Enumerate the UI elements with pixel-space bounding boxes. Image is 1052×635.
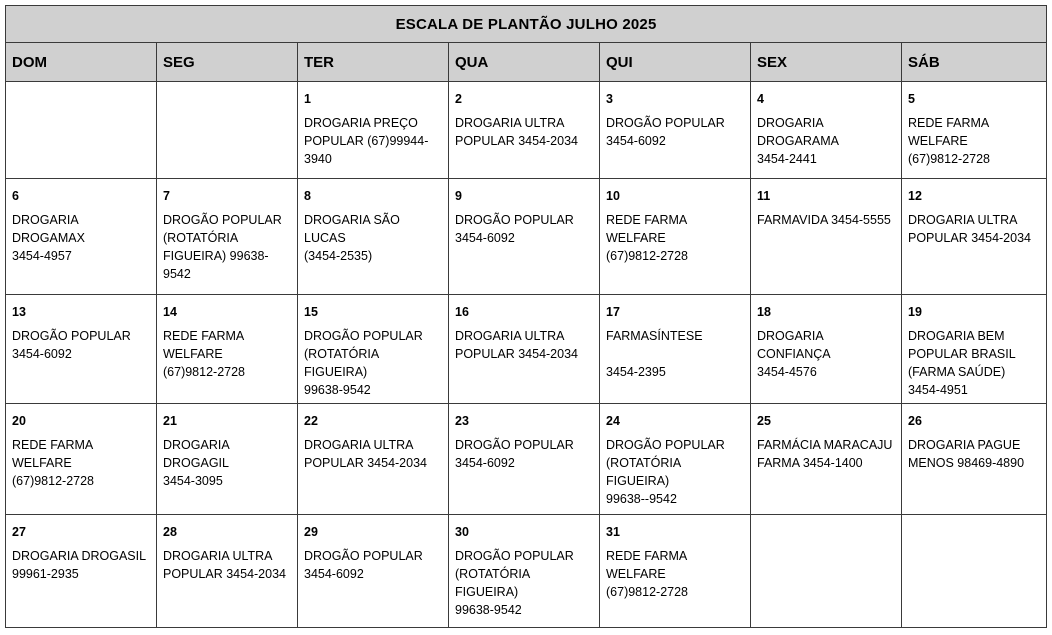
- day-cell: [298, 404, 449, 515]
- day-number: 19: [908, 305, 922, 319]
- day-cell: [157, 404, 298, 515]
- day-number: 29: [304, 525, 318, 539]
- day-cell: [298, 515, 449, 628]
- pharmacy-on-duty: DROGARIA ULTRA POPULAR 3454-2034: [455, 116, 578, 148]
- weekday-header-wed: QUA: [449, 43, 600, 82]
- day-cell: [298, 82, 449, 179]
- day-cell: [600, 82, 751, 179]
- pharmacy-on-duty: DROGÃO POPULAR 3454-6092: [12, 329, 131, 361]
- day-number: 25: [757, 414, 771, 428]
- pharmacy-on-duty: DROGÃO POPULAR (ROTATÓRIA FIGUEIRA) 99638-9542: [304, 329, 423, 397]
- day-number: 16: [455, 305, 469, 319]
- weekday-header-sat: SÁB: [902, 43, 1047, 82]
- day-cell: [751, 404, 902, 515]
- pharmacy-on-duty: DROGARIA DROGARAMA 3454-2441: [757, 116, 839, 166]
- day-cell: [157, 82, 298, 179]
- day-number: 22: [304, 414, 318, 428]
- day-cell: [298, 179, 449, 295]
- pharmacy-on-duty: REDE FARMA WELFARE (67)9812-2728: [12, 438, 95, 488]
- week-row: [6, 295, 1047, 404]
- pharmacy-on-duty: DROGÃO POPULAR (ROTATÓRIA FIGUEIRA) 99638-9542: [455, 549, 574, 617]
- pharmacy-on-duty: DROGÃO POPULAR (ROTATÓRIA FIGUEIRA) 99638--9542: [606, 438, 725, 506]
- pharmacy-on-duty: DROGARIA ULTRA POPULAR 3454-2034: [304, 438, 427, 470]
- weekday-header-tue: TER: [298, 43, 449, 82]
- pharmacy-on-duty: REDE FARMA WELFARE (67)9812-2728: [606, 549, 689, 599]
- weekday-header-thu: QUI: [600, 43, 751, 82]
- day-number: 9: [455, 189, 462, 203]
- week-row: [6, 404, 1047, 515]
- pharmacy-on-duty: DROGARIA BEM POPULAR BRASIL (FARMA SAÚDE) 3454-4951: [908, 329, 1016, 397]
- weekday-header-fri: SEX: [751, 43, 902, 82]
- day-cell: [449, 179, 600, 295]
- pharmacy-on-duty: DROGARIA PREÇO POPULAR (67)99944- 3940: [304, 116, 429, 166]
- pharmacy-on-duty: REDE FARMA WELFARE (67)9812-2728: [908, 116, 991, 166]
- day-cell: [902, 515, 1047, 628]
- day-number: 3: [606, 92, 613, 106]
- day-cell: [157, 295, 298, 404]
- day-cell: [157, 179, 298, 295]
- day-number: 31: [606, 525, 620, 539]
- day-cell: [751, 82, 902, 179]
- day-cell: [6, 515, 157, 628]
- day-cell: [902, 404, 1047, 515]
- day-cell: [449, 295, 600, 404]
- day-number: 4: [757, 92, 764, 106]
- day-cell: [600, 179, 751, 295]
- pharmacy-on-duty: DROGARIA DROGAGIL 3454-3095: [163, 438, 229, 488]
- day-cell: [6, 295, 157, 404]
- day-cell: [902, 179, 1047, 295]
- day-number: 8: [304, 189, 311, 203]
- day-number: 13: [12, 305, 26, 319]
- day-cell: [902, 82, 1047, 179]
- weekday-header-sun: DOM: [6, 43, 157, 82]
- day-cell: [6, 404, 157, 515]
- day-number: 12: [908, 189, 922, 203]
- pharmacy-on-duty: DROGARIA ULTRA POPULAR 3454-2034: [455, 329, 578, 361]
- day-number: 20: [12, 414, 26, 428]
- day-cell: [902, 295, 1047, 404]
- day-cell: [157, 515, 298, 628]
- pharmacy-on-duty: DROGARIA DROGASIL 99961-2935: [12, 549, 147, 581]
- pharmacy-on-duty: DROGÃO POPULAR 3454-6092: [304, 549, 423, 581]
- day-number: 23: [455, 414, 469, 428]
- pharmacy-on-duty: DROGÃO POPULAR 3454-6092: [455, 213, 574, 245]
- day-number: 21: [163, 414, 177, 428]
- pharmacy-on-duty: DROGARIA SÃO LUCAS (3454-2535): [304, 213, 400, 263]
- pharmacy-on-duty: DROGARIA CONFIANÇA 3454-4576: [757, 329, 831, 379]
- day-cell: [6, 179, 157, 295]
- pharmacy-on-duty: DROGÃO POPULAR (ROTATÓRIA FIGUEIRA) 99638- 9542: [163, 213, 282, 281]
- day-number: 15: [304, 305, 318, 319]
- day-cell: [600, 404, 751, 515]
- day-number: 11: [757, 189, 771, 203]
- day-cell: [6, 82, 157, 179]
- day-number: 30: [455, 525, 469, 539]
- day-number: 7: [163, 189, 170, 203]
- day-cell: [751, 179, 902, 295]
- day-cell: [449, 515, 600, 628]
- pharmacy-on-duty: DROGARIA ULTRA POPULAR 3454-2034: [908, 213, 1031, 245]
- day-cell: [600, 295, 751, 404]
- pharmacy-on-duty: DROGARIA DROGAMAX 3454-4957: [12, 213, 85, 263]
- pharmacy-on-duty: DROGARIA PAGUE MENOS 98469-4890: [908, 438, 1025, 470]
- day-cell: [298, 295, 449, 404]
- day-number: 2: [455, 92, 462, 106]
- day-number: 10: [606, 189, 620, 203]
- day-number: 1: [304, 92, 311, 106]
- day-number: 26: [908, 414, 922, 428]
- pharmacy-on-duty: FARMÁCIA MARACAJU FARMA 3454-1400: [757, 438, 893, 470]
- pharmacy-on-duty: FARMAVIDA 3454-5555: [757, 213, 891, 227]
- pharmacy-on-duty: REDE FARMA WELFARE (67)9812-2728: [163, 329, 246, 379]
- pharmacy-on-duty: FARMASÍNTESE 3454-2395: [606, 329, 703, 379]
- day-cell: [449, 404, 600, 515]
- week-row: [6, 179, 1047, 295]
- schedule-title: ESCALA DE PLANTÃO JULHO 2025: [6, 6, 1047, 43]
- day-cell: [600, 515, 751, 628]
- day-number: 17: [606, 305, 620, 319]
- day-number: 6: [12, 189, 19, 203]
- week-row: [6, 82, 1047, 179]
- week-row: [6, 515, 1047, 628]
- schedule-table: [5, 5, 1047, 628]
- pharmacy-on-duty: DROGARIA ULTRA POPULAR 3454-2034: [163, 549, 286, 581]
- weekday-header-mon: SEG: [157, 43, 298, 82]
- day-cell: [751, 515, 902, 628]
- day-number: 27: [12, 525, 26, 539]
- day-cell: [751, 295, 902, 404]
- day-number: 28: [163, 525, 177, 539]
- pharmacy-on-duty: DROGÃO POPULAR 3454-6092: [606, 116, 725, 148]
- day-number: 14: [163, 305, 177, 319]
- day-number: 18: [757, 305, 771, 319]
- day-number: 5: [908, 92, 915, 106]
- pharmacy-on-duty: REDE FARMA WELFARE (67)9812-2728: [606, 213, 689, 263]
- pharmacy-on-duty: DROGÃO POPULAR 3454-6092: [455, 438, 574, 470]
- day-cell: [449, 82, 600, 179]
- day-number: 24: [606, 414, 620, 428]
